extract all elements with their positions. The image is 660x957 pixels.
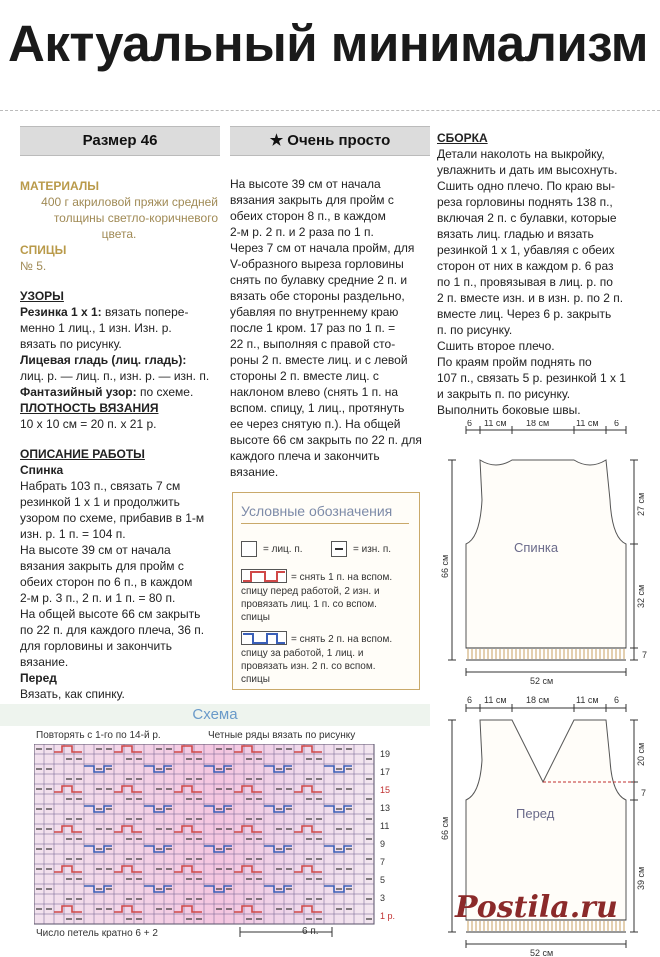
cable-left-icon	[241, 631, 287, 645]
assembly-line-9: по 1 п., провязывая в лиц. р. по	[437, 275, 613, 289]
difficulty-heading: ★ Очень просто	[230, 126, 430, 156]
rib-text-3: вязать по рисунку.	[20, 337, 122, 351]
mid-line-4: 2-м р. 2 п. и 2 раза по 1 п.	[230, 225, 374, 239]
title-rule	[0, 110, 660, 112]
mid-line-11: 22 п., выполняя с правой сто-	[230, 337, 396, 351]
front-dim-52: 52 см	[530, 948, 554, 957]
chart-row-label: 5	[380, 875, 386, 885]
assembly-line-13: Сшить второе плечо.	[437, 339, 555, 353]
front-dim-20: 20 см	[636, 742, 646, 766]
needles-heading: СПИЦЫ	[20, 243, 67, 257]
right-column	[437, 130, 637, 418]
mid-line-9: убавляя по внутреннему краю	[230, 305, 399, 319]
legend-cable1-line1: = снять 1 п. на вспом.	[291, 572, 393, 583]
front-dim-top-3: 18 см	[526, 695, 550, 705]
cable-right-icon	[241, 569, 287, 583]
back-dim-32: 32 см	[636, 584, 646, 608]
materials-heading: МАТЕРИАЛЫ	[20, 179, 100, 193]
back-line-10: по 22 п. для каждого плеча, 36 п.	[20, 623, 205, 637]
chart-row-label: 9	[380, 839, 386, 849]
rib-label: Резинка 1 х 1:	[20, 305, 102, 319]
front-text: Вязать, как спинку.	[20, 687, 125, 701]
mid-line-1: На высоте 39 см от начала	[230, 177, 381, 191]
assembly-line-5: включая 2 п. с булавки, которые	[437, 211, 617, 225]
rib-text-1: вязать попере-	[105, 305, 189, 319]
assembly-line-11: вместе лиц. Через 6 р. закрыть	[437, 307, 612, 321]
legend-cable2-line2: спицу за работой, 1 лиц. и	[241, 648, 364, 659]
chart-row-label: 15	[380, 785, 391, 795]
back-dim-52: 52 см	[530, 676, 554, 686]
left-column	[20, 178, 218, 702]
dim-top-3: 18 см	[526, 420, 550, 428]
stockinette-label: Лицевая гладь (лиц. гладь):	[20, 353, 187, 367]
materials-text-1: 400 г акриловой пряжи средней	[41, 195, 218, 209]
mid-line-13: стороны 2 п. вместе лиц. с	[230, 369, 379, 383]
assembly-line-16: и закрыть п. по рисунку.	[437, 387, 571, 401]
back-dim-66: 66 см	[440, 554, 450, 578]
back-line-4: изн. р. 1 п. = 104 п.	[20, 527, 126, 541]
back-line-3: узором по схеме, прибавив в 1-м	[20, 511, 205, 525]
mid-line-5: Через 7 см от начала пройм, для	[230, 241, 415, 255]
mid-line-19: вязание.	[230, 465, 279, 479]
materials-text-3: цвета.	[101, 227, 137, 241]
legend-knit: = лиц. п.	[263, 544, 303, 555]
legend-cable2-line4: спицы	[241, 674, 270, 685]
legend-purl: = изн. п.	[353, 544, 392, 555]
chart-row-label: 19	[380, 749, 391, 759]
back-line-7: обеих сторон по 6 п., в каждом	[20, 575, 193, 589]
back-label: Спинка	[514, 540, 559, 555]
front-dim-top-2: 11 см	[484, 695, 507, 705]
chart-row-label: 13	[380, 803, 391, 813]
assembly-line-14: По краям пройм поднять по	[437, 355, 592, 369]
dim-top-5: 6	[614, 420, 620, 428]
mid-line-8: вязать обе стороны раздельно,	[230, 289, 405, 303]
mid-line-15: вспом. спицу, 1 лиц., протянуть	[230, 401, 405, 415]
front-dim-top-5: 6	[614, 695, 620, 705]
mid-line-16: ее через снятую п.). На общей	[230, 417, 401, 431]
middle-column	[230, 176, 426, 480]
back-line-12: вязание.	[20, 655, 69, 669]
legend-cable2-line3: провязать изн. 2 п. со вспом.	[241, 661, 376, 672]
needles-text: № 5.	[20, 259, 47, 273]
front-dim-top-4: 11 см	[576, 695, 599, 705]
legend-cable1-line4: спицы	[241, 612, 270, 623]
assembly-line-3: Сшить одно плечо. По краю вы-	[437, 179, 616, 193]
scheme-title: Схема	[0, 704, 430, 726]
assembly-line-12: п. по рисунку.	[437, 323, 513, 337]
size-heading: Размер 46	[20, 126, 220, 156]
back-line-8: 2-м р. 3 п., 2 п. и 1 п. = 80 п.	[20, 591, 176, 605]
assembly-line-1: Детали наколоть на выкройку,	[437, 147, 605, 161]
page-title: Актуальный минимализм	[8, 15, 648, 72]
dim-top-1: 6	[467, 420, 473, 428]
front-dim-top-1: 6	[467, 695, 473, 705]
legend-title: Условные обозначения	[241, 503, 409, 524]
rib-text-2: менно 1 лиц., 1 изн. Изн. р.	[20, 321, 172, 335]
front-dim-66: 66 см	[440, 816, 450, 840]
back-line-1: Набрать 103 п., связать 7 см	[20, 479, 181, 493]
scheme-rep-label: 6 п.	[302, 926, 319, 937]
mid-line-10: после 1 кром. 17 раз по 1 п. =	[230, 321, 396, 335]
mid-line-14: наклоном влево (снять 1 п. на	[230, 385, 399, 399]
scheme-repeat-note: Повторять с 1-го по 14-й р.	[36, 730, 161, 741]
legend-cable1-line3: провязать лиц. 1 п. со вспом.	[241, 599, 377, 610]
assembly-line-6: вязать лиц. гладью и вязать	[437, 227, 594, 241]
mid-line-12: роны 2 п. вместе лиц. и с левой	[230, 353, 408, 367]
mid-line-6: V-образного выреза горловины	[230, 257, 404, 271]
work-heading: ОПИСАНИЕ РАБОТЫ	[20, 447, 145, 461]
assembly-line-10: 2 п. вместе изн. и в изн. р. по 2 п.	[437, 291, 624, 305]
assembly-line-7: резинкой 1 х 1, убавляя с обеих	[437, 243, 615, 257]
dim-top-2: 11 см	[484, 420, 507, 428]
gauge-text: 10 х 10 см = 20 п. х 21 р.	[20, 417, 157, 431]
knitting-chart	[34, 744, 434, 944]
back-line-5: На высоте 39 см от начала	[20, 543, 171, 557]
front-dim-39: 39 см	[636, 866, 646, 890]
materials-text-2: толщины светло-коричневого	[53, 211, 218, 225]
legend-cable2-line1: = снять 2 п. на вспом.	[291, 634, 393, 645]
knit-symbol-icon	[241, 541, 257, 557]
assembly-heading: СБОРКА	[437, 131, 488, 145]
gauge-heading: ПЛОТНОСТЬ ВЯЗАНИЯ	[20, 401, 159, 415]
assembly-line-17: Выполнить боковые швы.	[437, 403, 581, 417]
back-line-6: вязания закрыть для пройм с	[20, 559, 184, 573]
stockinette-text: лиц. р. — лиц. п., изн. р. — изн. п.	[20, 369, 210, 383]
front-heading: Перед	[20, 671, 57, 685]
mid-line-3: обеих сторон 8 п., в каждом	[230, 209, 386, 223]
fancy-text: по схеме.	[139, 385, 194, 399]
mid-line-18: каждого плеча и закончить	[230, 449, 380, 463]
back-dim-27: 27 см	[636, 492, 646, 516]
scheme-multiple-note: Число петель кратно 6 + 2	[36, 928, 158, 939]
chart-row-label: 11	[380, 821, 390, 831]
assembly-line-8: сторон от них в каждом р. 6 раз	[437, 259, 614, 273]
assembly-line-4: реза горловины поднять 138 п.,	[437, 195, 613, 209]
mid-line-2: вязания закрыть для пройм с	[230, 193, 394, 207]
back-dim-7: 7	[642, 650, 648, 660]
back-line-2: резинкой 1 х 1 и продолжить	[20, 495, 180, 509]
assembly-line-15: 107 п., связать 5 р. резинкой 1 х 1	[437, 371, 626, 385]
back-line-9: На общей высоте 66 см закрыть	[20, 607, 201, 621]
scheme-even-note: Четные ряды вязать по рисунку	[208, 730, 356, 741]
legend-box	[232, 492, 420, 690]
fancy-label: Фантазийный узор:	[20, 385, 137, 399]
mid-line-7: снять по булавку средние 2 п. и	[230, 273, 408, 287]
patterns-heading: УЗОРЫ	[20, 289, 64, 303]
watermark-logo: Postila.ru	[455, 890, 618, 925]
assembly-line-2: увлажнить и дать им высохнуть.	[437, 163, 618, 177]
chart-row-label: 17	[380, 767, 391, 777]
chart-row-label: 3	[380, 893, 386, 903]
front-dim-7: 7	[641, 788, 647, 798]
back-line-11: для горловины и закончить	[20, 639, 172, 653]
chart-row-label: 1 р.	[380, 911, 396, 921]
garment-schematics	[430, 420, 660, 957]
back-heading: Спинка	[20, 463, 64, 477]
mid-line-17: высоте 66 см закрыть по 22 п. для	[230, 433, 422, 447]
front-label: Перед	[516, 806, 555, 821]
dim-top-4: 11 см	[576, 420, 599, 428]
purl-symbol-icon	[331, 541, 347, 557]
legend-cable1-line2: спицу перед работой, 2 изн. и	[241, 586, 380, 597]
chart-row-label: 7	[380, 857, 386, 867]
